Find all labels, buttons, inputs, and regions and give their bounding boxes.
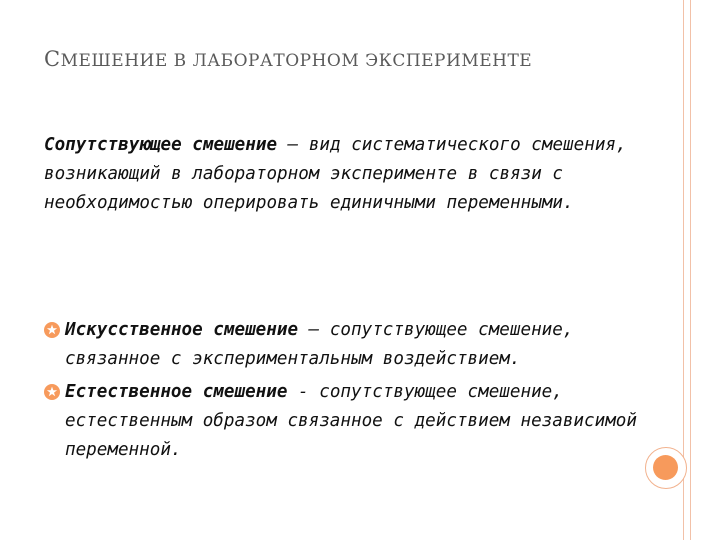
bullet-list [44, 316, 644, 465]
intro-paragraph [44, 131, 654, 218]
intro-text: – вид систематического смешения, возникающий в лабораторном эксперименте в связи с необходимостью оперировать единичными переменными. [44, 135, 627, 213]
bullet-text: – сопутствующее смешение, связанное с экспериментальным воздействием. [65, 320, 574, 369]
bullet-term: Естественное смешение [65, 382, 288, 402]
slide-title [44, 42, 644, 78]
bullet-item [44, 378, 644, 465]
title-text: МЕШЕНИЕ В ЛАБОРАТОРНОМ ЭКСПЕРИМЕНТЕ [60, 51, 533, 71]
decorative-circle-fill [653, 455, 678, 480]
intro-term: Сопутствующее смешение [44, 135, 278, 155]
bullet-text: - сопутствующее смешение, естественным образом связанное с действием независимой переменной. [65, 382, 637, 460]
decorative-circle [645, 447, 687, 489]
bullet-term: Искусственное смешение [65, 320, 299, 340]
title-first-letter: С [44, 47, 61, 71]
bullet-item [44, 316, 644, 374]
right-border-line [690, 0, 691, 540]
star-in-circle-icon [44, 384, 60, 400]
star-in-circle-icon [44, 322, 60, 338]
